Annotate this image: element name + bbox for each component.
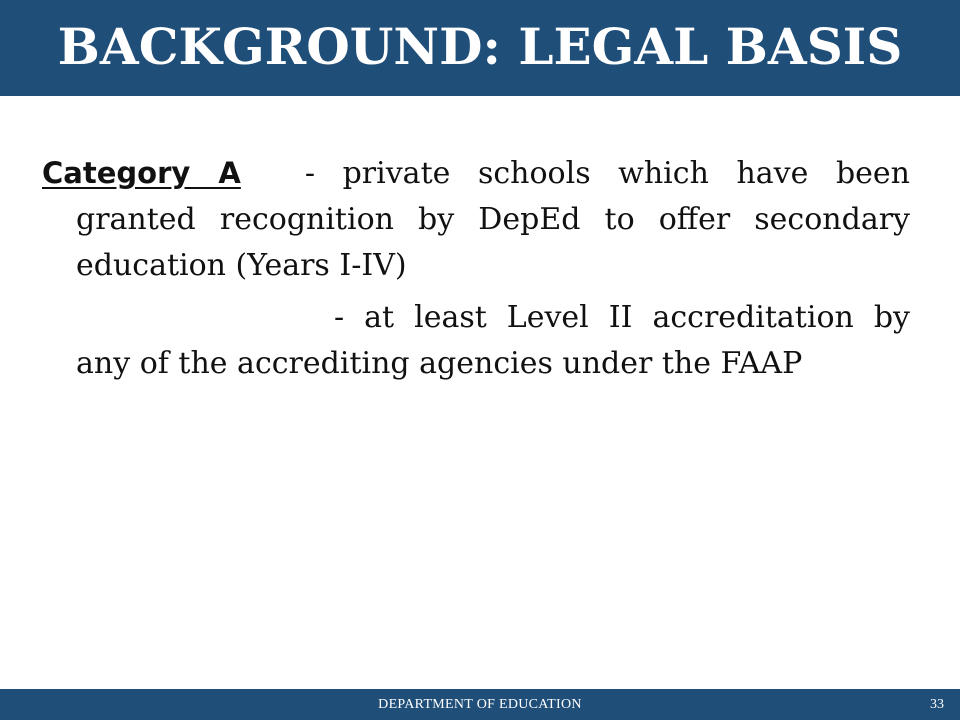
footer-organization: DEPARTMENT OF EDUCATION [378, 697, 582, 712]
footer-bar [0, 689, 960, 720]
bullet-dash-2: - [334, 300, 345, 335]
bullet-dash-1: - [304, 156, 315, 191]
category-a-criterion-2: at least Level II accreditation by any of the accrediting agencies under the FAAP [76, 300, 910, 381]
category-label: Category A [42, 156, 241, 190]
slide-body [42, 150, 910, 387]
category-a-criterion-1: private schools which have been granted recognition by DepEd to offer secondary education (Years I-IV) [76, 156, 910, 283]
title-bar [0, 0, 960, 96]
category-a-definition [42, 150, 910, 289]
page-number: 33 [930, 697, 944, 712]
category-a-criterion-2-paragraph [42, 295, 910, 387]
slide-title: BACKGROUND: LEGAL BASIS [57, 17, 903, 76]
